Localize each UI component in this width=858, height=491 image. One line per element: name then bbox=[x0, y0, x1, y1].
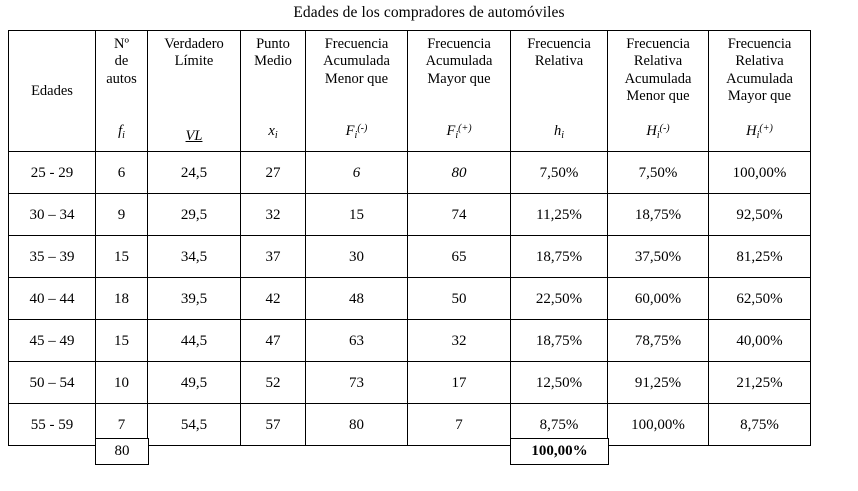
cell-fi: 6 bbox=[96, 152, 148, 194]
cell-hmayor: 40,00% bbox=[709, 320, 811, 362]
hdr-line: Acumulada bbox=[726, 70, 793, 87]
column-header-frec-acum-menor bbox=[306, 31, 408, 152]
cell-fi: 10 bbox=[96, 362, 148, 404]
cell-fmenor: 73 bbox=[306, 362, 408, 404]
cell-hi: 12,50% bbox=[511, 362, 608, 404]
column-header-frec-relativa bbox=[511, 31, 608, 152]
cell-hi: 18,75% bbox=[511, 236, 608, 278]
cell-hi: 8,75% bbox=[511, 404, 608, 446]
column-header-numero-autos-symbol bbox=[118, 123, 125, 147]
hdr-line: Relativa bbox=[534, 53, 584, 69]
cell-fi: 15 bbox=[96, 320, 148, 362]
cell-hi: 11,25% bbox=[511, 194, 608, 236]
column-header-frec-acum-mayor-symbol bbox=[446, 121, 471, 147]
symbol-subscript: i bbox=[354, 129, 358, 141]
cell-fmayor: 17 bbox=[408, 362, 511, 404]
cell-hmenor: 60,00% bbox=[608, 278, 709, 320]
cell-xi: 27 bbox=[241, 152, 306, 194]
cell-fi: 7 bbox=[96, 404, 148, 446]
hdr-line: Relativa bbox=[735, 53, 784, 69]
cell-fmenor: 6 bbox=[306, 152, 408, 194]
hdr-line: Frecuencia bbox=[324, 35, 389, 52]
symbol-base: H bbox=[746, 122, 757, 139]
cell-edades: 40 – 44 bbox=[9, 278, 96, 320]
cell-vl: 29,5 bbox=[148, 194, 241, 236]
hdr-line: Medio bbox=[254, 53, 292, 69]
symbol-subscript: i bbox=[656, 129, 660, 141]
column-header-verdadero-limite-stack bbox=[148, 36, 240, 147]
cell-xi: 42 bbox=[241, 278, 306, 320]
cell-fmenor: 63 bbox=[306, 320, 408, 362]
table-row bbox=[9, 236, 811, 278]
column-header-numero-autos-stack bbox=[96, 36, 147, 147]
column-header-frec-relativa-words bbox=[527, 36, 591, 71]
cell-xi: 32 bbox=[241, 194, 306, 236]
symbol-superscript: (-) bbox=[357, 122, 368, 134]
column-header-frec-acum-menor-stack bbox=[306, 36, 407, 147]
cell-xi: 37 bbox=[241, 236, 306, 278]
cell-fmayor: 7 bbox=[408, 404, 511, 446]
cell-xi: 47 bbox=[241, 320, 306, 362]
hdr-line: Acumulada bbox=[323, 53, 390, 69]
symbol-base: H bbox=[646, 122, 657, 139]
cell-vl: 49,5 bbox=[148, 362, 241, 404]
column-header-edades-label: Edades bbox=[31, 82, 73, 99]
total-hi-box: 100,00% bbox=[510, 438, 609, 465]
cell-fi: 15 bbox=[96, 236, 148, 278]
symbol-subscript: i bbox=[756, 129, 760, 141]
table-header bbox=[9, 31, 811, 152]
column-header-frec-rel-acum-mayor-symbol bbox=[746, 121, 773, 147]
cell-vl: 54,5 bbox=[148, 404, 241, 446]
column-header-edades bbox=[9, 31, 96, 152]
column-header-verdadero-limite-words bbox=[164, 36, 224, 71]
hdr-line: Mayor que bbox=[727, 88, 792, 104]
page-title: Edades de los compradores de automóviles bbox=[293, 4, 565, 21]
hdr-line: Mayor que bbox=[427, 70, 491, 87]
hdr-line: autos bbox=[106, 70, 137, 87]
cell-edades: 35 – 39 bbox=[9, 236, 96, 278]
column-header-frec-rel-acum-mayor-words bbox=[726, 36, 793, 106]
column-header-frec-acum-menor-symbol bbox=[346, 121, 368, 147]
symbol-subscript: i bbox=[455, 129, 459, 141]
table-header-row bbox=[9, 31, 811, 152]
symbol-base: x bbox=[268, 122, 275, 139]
table-row bbox=[9, 320, 811, 362]
hdr-line: Frecuencia bbox=[527, 35, 591, 52]
symbol-subscript: i bbox=[561, 129, 565, 141]
cell-fi: 18 bbox=[96, 278, 148, 320]
cell-fmenor: 15 bbox=[306, 194, 408, 236]
total-fi-box: 80 bbox=[95, 438, 149, 465]
cell-fmenor: 30 bbox=[306, 236, 408, 278]
cell-hmayor: 8,75% bbox=[709, 404, 811, 446]
cell-hi: 18,75% bbox=[511, 320, 608, 362]
column-header-frec-rel-acum-mayor-stack bbox=[709, 36, 810, 147]
cell-xi: 52 bbox=[241, 362, 306, 404]
hdr-line: Acumulada bbox=[425, 53, 493, 69]
column-header-punto-medio-stack bbox=[241, 36, 305, 147]
cell-xi: 57 bbox=[241, 404, 306, 446]
column-header-frec-relativa-stack bbox=[511, 36, 607, 147]
cell-hi: 7,50% bbox=[511, 152, 608, 194]
cell-hmenor: 37,50% bbox=[608, 236, 709, 278]
cell-hmayor: 62,50% bbox=[709, 278, 811, 320]
column-header-frec-relativa-symbol bbox=[554, 123, 564, 147]
cell-edades: 45 – 49 bbox=[9, 320, 96, 362]
cell-hmenor: 78,75% bbox=[608, 320, 709, 362]
cell-edades: 50 – 54 bbox=[9, 362, 96, 404]
cell-hmenor: 18,75% bbox=[608, 194, 709, 236]
column-header-numero-autos-words bbox=[106, 36, 137, 89]
hdr-line: Relativa bbox=[633, 53, 683, 69]
cell-fmayor: 65 bbox=[408, 236, 511, 278]
cell-hmayor: 81,25% bbox=[709, 236, 811, 278]
cell-vl: 34,5 bbox=[148, 236, 241, 278]
column-header-numero-autos bbox=[96, 31, 148, 152]
column-header-frec-rel-acum-menor-words bbox=[625, 36, 692, 106]
table-row bbox=[9, 152, 811, 194]
cell-hmenor: 91,25% bbox=[608, 362, 709, 404]
column-header-verdadero-limite bbox=[148, 31, 241, 152]
table-row bbox=[9, 194, 811, 236]
column-header-frec-acum-mayor bbox=[408, 31, 511, 152]
frequency-distribution-table bbox=[8, 30, 811, 446]
cell-fmayor: 74 bbox=[408, 194, 511, 236]
column-header-frec-rel-acum-menor bbox=[608, 31, 709, 152]
hdr-line: Límite bbox=[174, 53, 214, 69]
hdr-line: Nº bbox=[114, 35, 129, 52]
cell-hmenor: 100,00% bbox=[608, 404, 709, 446]
column-header-frec-acum-menor-words bbox=[323, 36, 390, 89]
cell-fi: 9 bbox=[96, 194, 148, 236]
symbol-base: F bbox=[446, 122, 456, 139]
symbol-base: h bbox=[553, 122, 562, 139]
column-header-frec-acum-mayor-words bbox=[426, 36, 493, 89]
cell-fmenor: 48 bbox=[306, 278, 408, 320]
cell-vl: 44,5 bbox=[148, 320, 241, 362]
hdr-line: Frecuencia bbox=[427, 35, 491, 52]
cell-hmayor: 21,25% bbox=[709, 362, 811, 404]
table-body bbox=[9, 152, 811, 446]
cell-fmayor: 50 bbox=[408, 278, 511, 320]
hdr-line: Frecuencia bbox=[626, 35, 690, 52]
cell-hmayor: 92,50% bbox=[709, 194, 811, 236]
hdr-line: Verdadero bbox=[164, 35, 224, 52]
symbol-superscript: (+) bbox=[458, 122, 472, 134]
column-header-frec-rel-acum-mayor bbox=[709, 31, 811, 152]
cell-fmayor: 32 bbox=[408, 320, 511, 362]
cell-fmenor: 80 bbox=[306, 404, 408, 446]
symbol-superscript: (-) bbox=[659, 122, 670, 134]
cell-hmenor: 7,50% bbox=[608, 152, 709, 194]
cell-edades: 30 – 34 bbox=[9, 194, 96, 236]
symbol-superscript: (+) bbox=[759, 122, 773, 134]
symbol-base: VL bbox=[185, 127, 203, 144]
hdr-line: Menor que bbox=[324, 70, 389, 87]
cell-edades: 55 - 59 bbox=[9, 404, 96, 446]
symbol-subscript: i bbox=[122, 129, 125, 141]
hdr-line: Frecuencia bbox=[727, 35, 792, 52]
hdr-line: Menor que bbox=[626, 88, 690, 104]
cell-hmayor: 100,00% bbox=[709, 152, 811, 194]
column-header-frec-rel-acum-menor-stack bbox=[608, 36, 708, 147]
symbol-base: f bbox=[118, 122, 123, 139]
symbol-base: F bbox=[345, 122, 355, 139]
column-header-frec-acum-mayor-stack bbox=[408, 36, 510, 147]
hdr-line: Acumulada bbox=[624, 70, 692, 87]
cell-edades: 25 - 29 bbox=[9, 152, 96, 194]
column-header-punto-medio bbox=[241, 31, 306, 152]
column-header-punto-medio-symbol bbox=[268, 123, 277, 147]
cell-fmayor: 80 bbox=[408, 152, 511, 194]
symbol-subscript: i bbox=[274, 129, 278, 141]
hdr-line: de bbox=[114, 53, 129, 69]
table-row bbox=[9, 278, 811, 320]
table-row bbox=[9, 362, 811, 404]
cell-vl: 24,5 bbox=[148, 152, 241, 194]
column-header-frec-rel-acum-menor-symbol bbox=[646, 121, 669, 147]
hdr-line: Punto bbox=[256, 35, 290, 52]
column-header-verdadero-limite-symbol bbox=[186, 128, 203, 147]
cell-vl: 39,5 bbox=[148, 278, 241, 320]
cell-hi: 22,50% bbox=[511, 278, 608, 320]
column-header-punto-medio-words bbox=[254, 36, 292, 71]
